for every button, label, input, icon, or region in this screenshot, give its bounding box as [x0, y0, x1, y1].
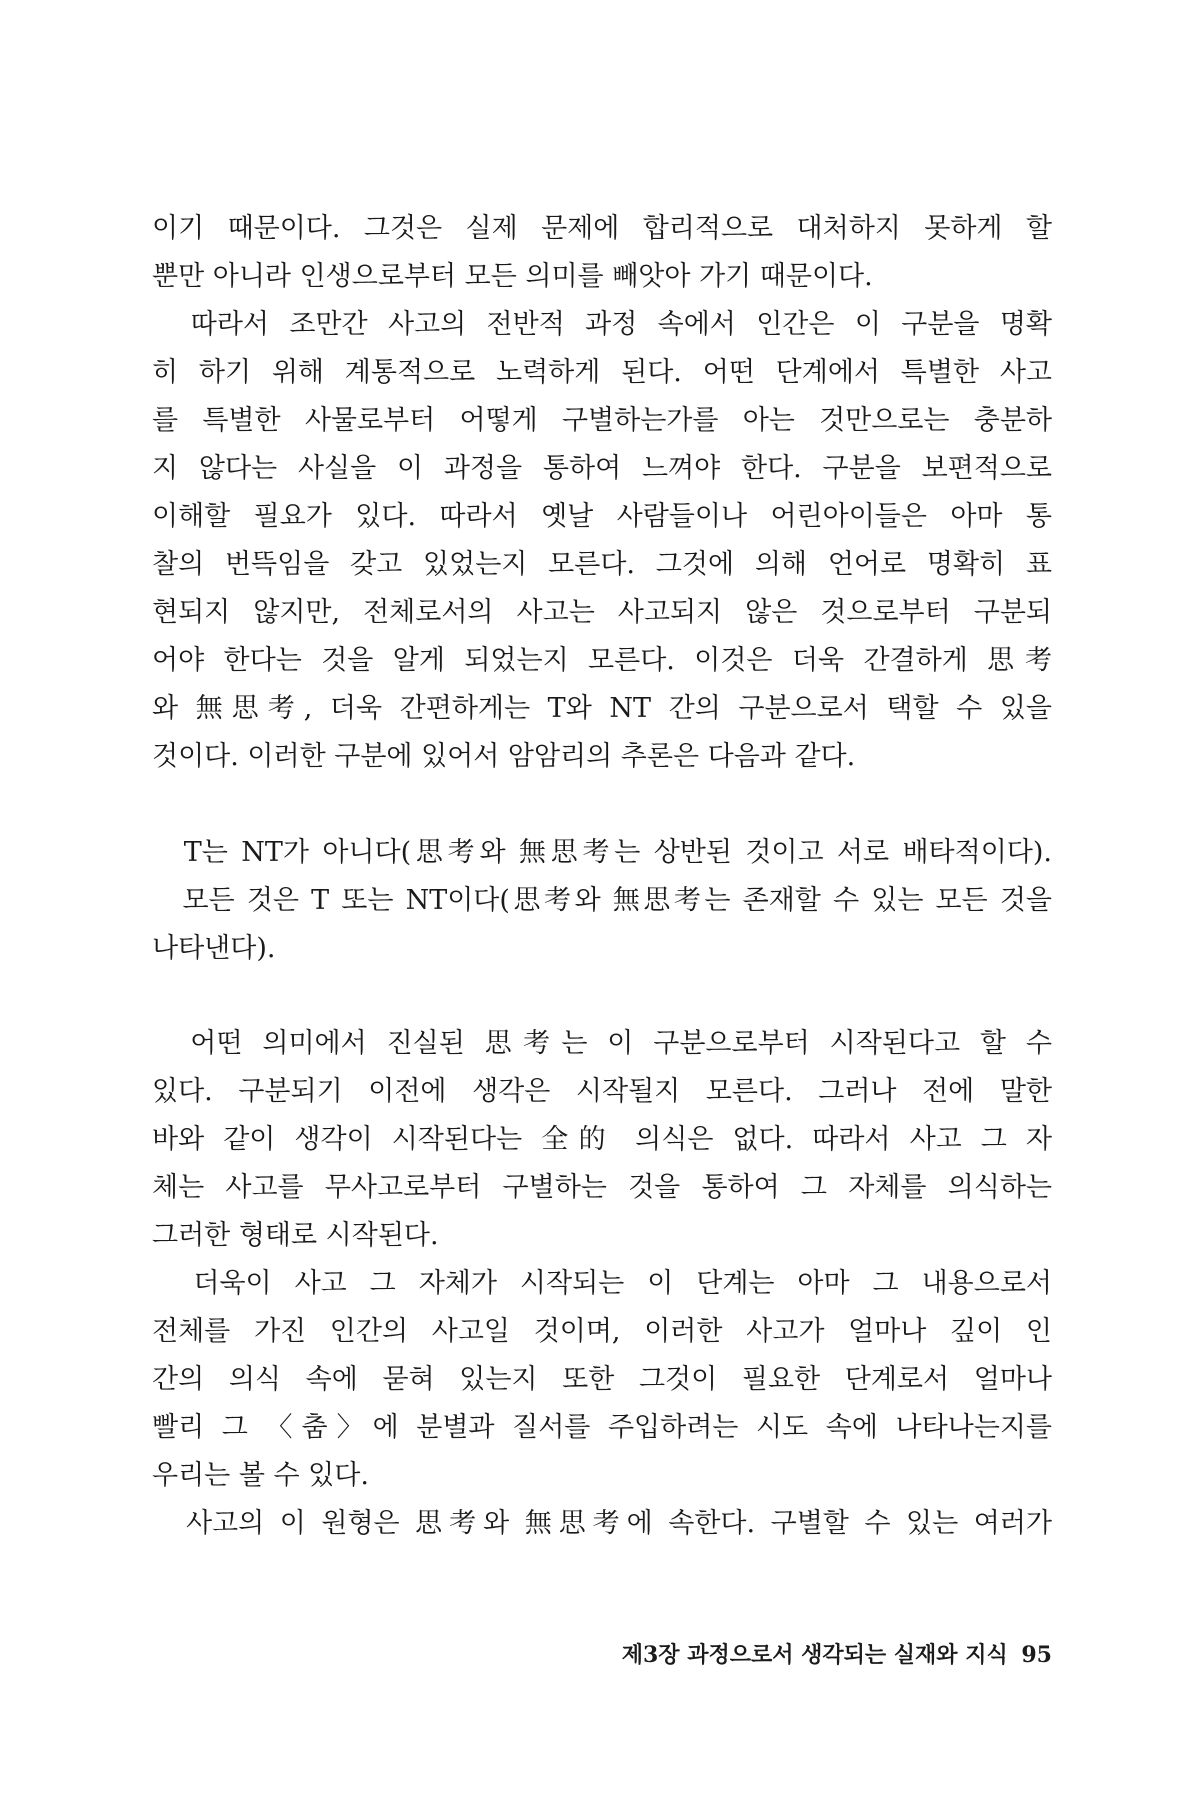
- text-line: 바와 같이 생각이 시작된다는 全的 의식은 없다. 따라서 사고 그 자: [152, 1124, 1052, 1155]
- text-line: 빨리 그 〈춤〉에 분별과 질서를 주입하려는 시도 속에 나타나는지를: [152, 1412, 1052, 1443]
- inference-line: 나타낸다).: [152, 933, 276, 964]
- inference-line: T는 NT가 아니다(思考와 無思考는 상반된 것이고 서로 배타적이다).: [152, 837, 1052, 868]
- text-line: 더욱이 사고 그 자체가 시작되는 이 단계는 아마 그 내용으로서: [152, 1268, 1052, 1299]
- page-footer: [622, 1640, 1052, 1670]
- text-line: 현되지 않지만, 전체로서의 사고는 사고되지 않은 것으로부터 구분되: [152, 597, 1052, 628]
- text-line: 있다. 구분되기 이전에 생각은 시작될지 모른다. 그러나 전에 말한: [152, 1076, 1052, 1107]
- inference-line: 모든 것은 T 또는 NT이다(思考와 無思考는 존재할 수 있는 모든 것을: [152, 885, 1052, 916]
- text-line: 사고의 이 원형은 思考와 無思考에 속한다. 구별할 수 있는 여러가: [152, 1508, 1052, 1539]
- text-line: 어야 한다는 것을 알게 되었는지 모른다. 이것은 더욱 간결하게 思考: [152, 645, 1052, 676]
- text-line: 어떤 의미에서 진실된 思考는 이 구분으로부터 시작된다고 할 수: [152, 1028, 1052, 1059]
- text-line: 찰의 번뜩임을 갖고 있었는지 모른다. 그것에 의해 언어로 명확히 표: [152, 549, 1052, 580]
- text-line: 뿐만 아니라 인생으로부터 모든 의미를 빼앗아 가기 때문이다.: [152, 261, 873, 292]
- text-line: 지 않다는 사실을 이 과정을 통하여 느껴야 한다. 구분을 보편적으로: [152, 453, 1052, 484]
- text-line: 이해할 필요가 있다. 따라서 옛날 사람들이나 어린아이들은 아마 통: [152, 501, 1052, 532]
- text-line: 를 특별한 사물로부터 어떻게 구별하는가를 아는 것만으로는 충분하: [152, 405, 1052, 436]
- text-line: 히 하기 위해 계통적으로 노력하게 된다. 어떤 단계에서 특별한 사고: [152, 357, 1052, 388]
- text-line: 우리는 볼 수 있다.: [152, 1460, 369, 1491]
- text-line: 것이다. 이러한 구분에 있어서 암암리의 추론은 다음과 같다.: [152, 741, 856, 772]
- chapter-title: 제3장 과정으로서 생각되는 실재와 지식: [621, 1642, 1008, 1668]
- text-line: 와 無思考, 더욱 간편하게는 T와 NT 간의 구분으로서 택할 수 있을: [152, 693, 1052, 724]
- text-line: 체는 사고를 무사고로부터 구별하는 것을 통하여 그 자체를 의식하는: [152, 1172, 1052, 1203]
- inference-block: [152, 829, 1052, 973]
- text-line: 전체를 가진 인간의 사고일 것이며, 이러한 사고가 얼마나 깊이 인: [152, 1316, 1052, 1347]
- page-number: 95: [1021, 1642, 1052, 1668]
- text-line: 그러한 형태로 시작된다.: [152, 1220, 439, 1251]
- text-line: 간의 의식 속에 묻혀 있는지 또한 그것이 필요한 단계로서 얼마나: [152, 1364, 1052, 1395]
- body-text-block-1: [152, 205, 1052, 781]
- text-line: 따라서 조만간 사고의 전반적 과정 속에서 인간은 이 구분을 명확: [152, 309, 1052, 340]
- body-text-block-2: [152, 1020, 1052, 1548]
- text-line: 이기 때문이다. 그것은 실제 문제에 합리적으로 대처하지 못하게 할: [152, 213, 1052, 244]
